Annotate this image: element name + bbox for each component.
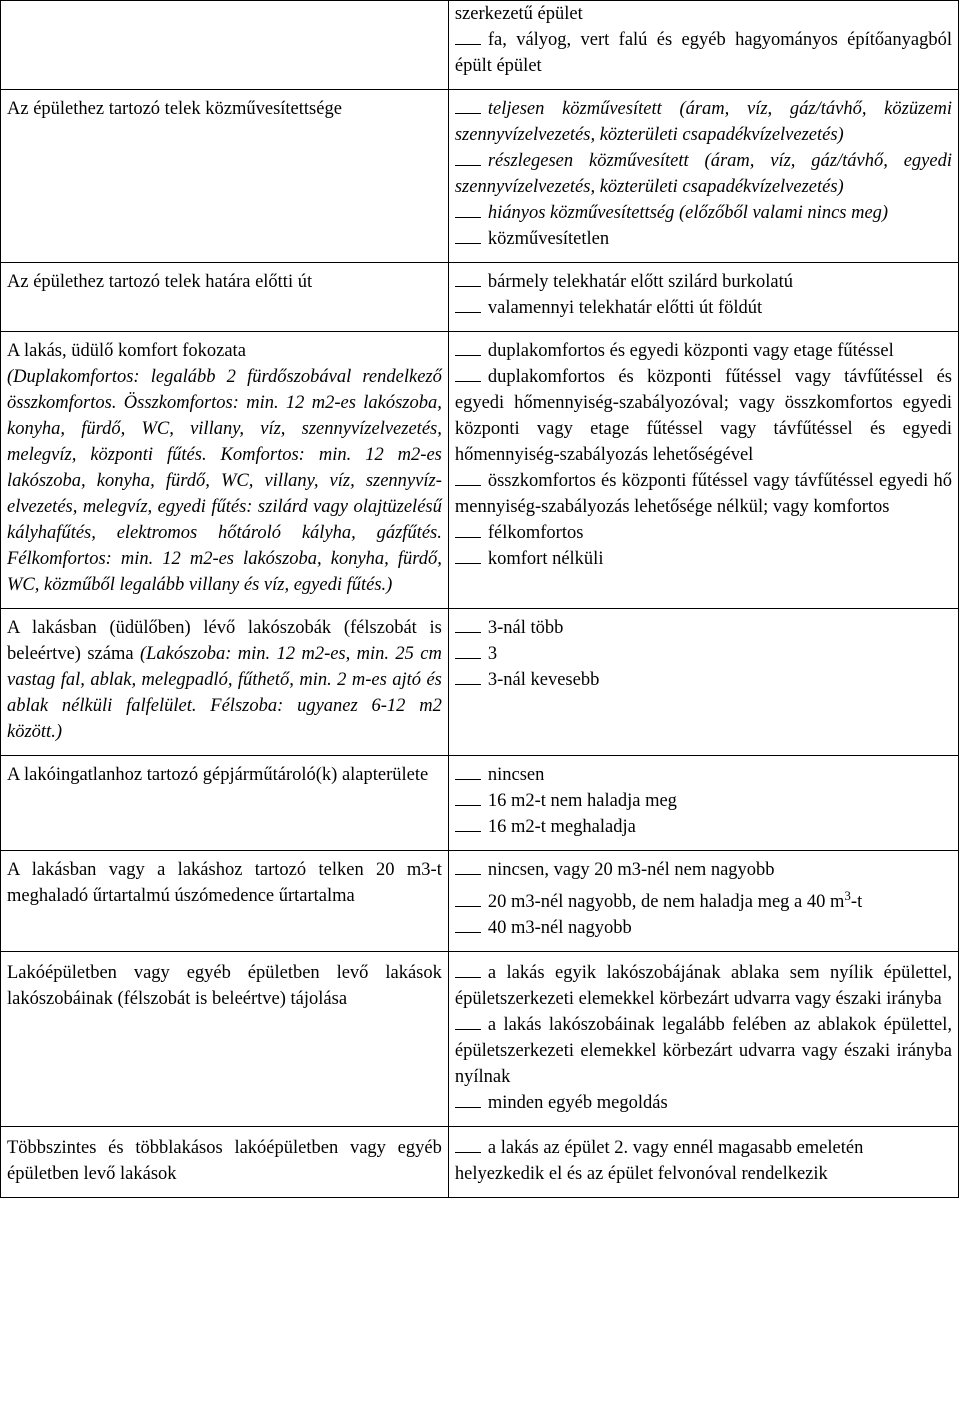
option-item[interactable]: a lakás egyik lakószobájának ablaka sem nyílik épülettel, épületszerkezeti elemekkel körbezárt udvarra vagy északi irányba: [454, 963, 952, 1009]
checkbox-blank[interactable]: [455, 1014, 481, 1030]
option-item[interactable]: nincsen, vagy 20 m3-nél nem nagyobb: [455, 857, 952, 883]
option-item[interactable]: nincsen: [455, 762, 952, 788]
row-options: [448, 1, 958, 90]
row-options: [448, 332, 958, 609]
option-item[interactable]: 16 m2-t nem haladja meg: [455, 788, 952, 814]
row-options: [448, 609, 958, 756]
table-row: [1, 952, 959, 1127]
checkbox-blank[interactable]: [455, 202, 481, 218]
option-item[interactable]: a lakás az épület 2. vagy ennél magasabb emeletén helyezkedik el és az épület felvonóval rendelkezik: [454, 1138, 864, 1184]
checkbox-blank[interactable]: [455, 522, 481, 538]
checkbox-blank[interactable]: [455, 470, 481, 486]
option-item[interactable]: 3-nál kevesebb: [455, 667, 952, 693]
option-intro: szerkezetű épület: [454, 4, 583, 24]
row-options: [448, 851, 958, 952]
row-label-text: A lakásban vagy a lakáshoz tartozó telken 20 m3-t meghaladó űrtartalmú úszómedence űrtartalma: [7, 860, 442, 906]
table-row: [1, 609, 959, 756]
option-item[interactable]: bármely telekhatár előtt szilárd burkolatú: [455, 269, 952, 295]
row-label: [1, 90, 449, 263]
checkbox-blank[interactable]: [455, 617, 481, 633]
checkbox-blank[interactable]: [455, 340, 481, 356]
option-item[interactable]: részlegesen közművesített (áram, víz, gáz/távhő, egyedi szennyvízelvezetés, közterületi csapadékvízelvezetés): [454, 151, 952, 197]
checkbox-blank[interactable]: [455, 1092, 481, 1108]
checkbox-blank[interactable]: [455, 859, 481, 875]
superscript: 3: [844, 887, 851, 903]
option-item[interactable]: fa, vályog, vert falú és egyéb hagyományos építőanyagból épült épület: [454, 30, 952, 76]
option-item[interactable]: 3-nál több: [455, 615, 952, 641]
row-label: [1, 609, 449, 756]
option-item[interactable]: a lakás lakószobáinak legalább felében az ablakok épülettel, épületszerkezeti elemekkel körbezárt udvarra vagy északi irányba nyílnak: [454, 1015, 952, 1087]
table-row: [1, 1, 959, 90]
row-options: [448, 756, 958, 851]
checkbox-blank[interactable]: [455, 962, 481, 978]
table-row: [1, 756, 959, 851]
row-label-text: Többszintes és többlakásos lakóépületben vagy egyéb épületben levő lakások: [7, 1138, 442, 1184]
checkbox-blank[interactable]: [455, 150, 481, 166]
row-label: [1, 851, 449, 952]
table-row: [1, 332, 959, 609]
checkbox-blank[interactable]: [455, 1137, 481, 1153]
option-item[interactable]: összkomfortos és központi fűtéssel vagy távfűtéssel egyedi hő mennyiség-szabályozás lehetősége nélkül; vagy komfortos: [454, 471, 952, 517]
row-label: [1, 1127, 449, 1198]
checkbox-blank[interactable]: [455, 790, 481, 806]
table-row: [1, 1127, 959, 1198]
option-item[interactable]: komfort nélküli: [455, 546, 952, 572]
option-item[interactable]: 16 m2-t meghaladja: [455, 814, 952, 840]
option-item[interactable]: teljesen közművesített (áram, víz, gáz/távhő, közüzemi szennyvízelvezetés, közterületi csapadékvízelvezetés): [454, 99, 952, 145]
checkbox-blank[interactable]: [455, 228, 481, 244]
row-label: [1, 1, 449, 90]
checkbox-blank[interactable]: [455, 643, 481, 659]
checkbox-blank[interactable]: [455, 669, 481, 685]
row-label-title: A lakás, üdülő komfort fokozata: [7, 341, 246, 361]
checkbox-blank[interactable]: [455, 764, 481, 780]
option-item[interactable]: hiányos közművesítettség (előzőből valami nincs meg): [455, 200, 952, 226]
option-item[interactable]: 3: [455, 641, 952, 667]
checkbox-blank[interactable]: [455, 297, 481, 313]
table-row: [1, 263, 959, 332]
option-item[interactable]: duplakomfortos és központi fűtéssel vagy távfűtéssel és egyedi hőmennyiség-szabályozóval; vagy összkomfortos egyedi központi vagy etage fűtéssel vagy távfűtéssel és egyedi hőmennyiség-szabályozás lehetőségével: [454, 367, 952, 465]
checkbox-blank[interactable]: [455, 271, 481, 287]
row-label: [1, 332, 449, 609]
checkbox-blank[interactable]: [455, 548, 481, 564]
option-item[interactable]: félkomfortos: [455, 520, 952, 546]
row-label-text: Az épülethez tartozó telek közművesítettsége: [7, 99, 342, 119]
option-item[interactable]: minden egyéb megoldás: [455, 1090, 952, 1116]
row-label-text: A lakóingatlanhoz tartozó gépjárműtároló(k) alapterülete: [7, 765, 429, 785]
option-item[interactable]: közművesítetlen: [455, 226, 952, 252]
row-options: [448, 90, 958, 263]
checkbox-blank[interactable]: [455, 29, 481, 45]
row-label-note: (Duplakomfortos: legalább 2 fürdőszobával rendelkező összkomfortos. Összkomfortos: min. 12 m2-es lakószoba, konyha, fürdő, WC, villany, víz, szennyvízelvezetés, melegvíz, központi fűtés. Komfortos: min. 12 m2-es lakószoba, konyha, fürdő, WC, villany, víz, szennyvíz-elvezetés, melegvíz, egyedi fűtés: szilárd vagy olajtüzelésű kályhafűtés, elektromos hőtároló kályha, gázfűtés. Félkomfortos: min. 12 m2-es lakószoba, konyha, fürdő, WC, közműből legalább villany és víz, egyedi fűtés.): [7, 367, 442, 595]
row-label-note: (Lakószoba: min. 12 m2-es, min. 25 cm vastag fal, ablak, melegpadló, fűthető, min. 2 m-es ajtó és ablak nélküli falfelület. Félszoba: ugyanez 6-12 m2 között.): [7, 644, 442, 742]
checkbox-blank[interactable]: [455, 816, 481, 832]
checkbox-blank[interactable]: [455, 891, 481, 907]
row-label: [1, 756, 449, 851]
option-item[interactable]: 20 m3-nél nagyobb, de nem haladja meg a 40 $m^3-t$: [455, 889, 952, 915]
suffix: -t: [850, 892, 863, 912]
option-item[interactable]: duplakomfortos és egyedi központi vagy etage fűtéssel: [455, 338, 952, 364]
row-options: [448, 1127, 958, 1198]
row-label-title: A lakásban (üdülőben) lévő lakószobák (félszobát is beleértve) száma: [7, 618, 442, 664]
checkbox-blank[interactable]: [455, 917, 481, 933]
option-item[interactable]: 40 m3-nél nagyobb: [455, 915, 952, 941]
row-label: [1, 263, 449, 332]
option-item[interactable]: valamennyi telekhatár előtti út földút: [455, 295, 952, 321]
checkbox-blank[interactable]: [455, 98, 481, 114]
checkbox-blank[interactable]: [455, 366, 481, 382]
table-row: [1, 90, 959, 263]
row-label-text: Az épülethez tartozó telek határa előtti út: [7, 272, 313, 292]
row-options: [448, 952, 958, 1127]
row-label-text: Lakóépületben vagy egyéb épületben levő lakások lakószobáinak (félszobát is beleértve) tájolása: [7, 963, 442, 1009]
row-options: [448, 263, 958, 332]
row-label: [1, 952, 449, 1127]
table-row: [1, 851, 959, 952]
